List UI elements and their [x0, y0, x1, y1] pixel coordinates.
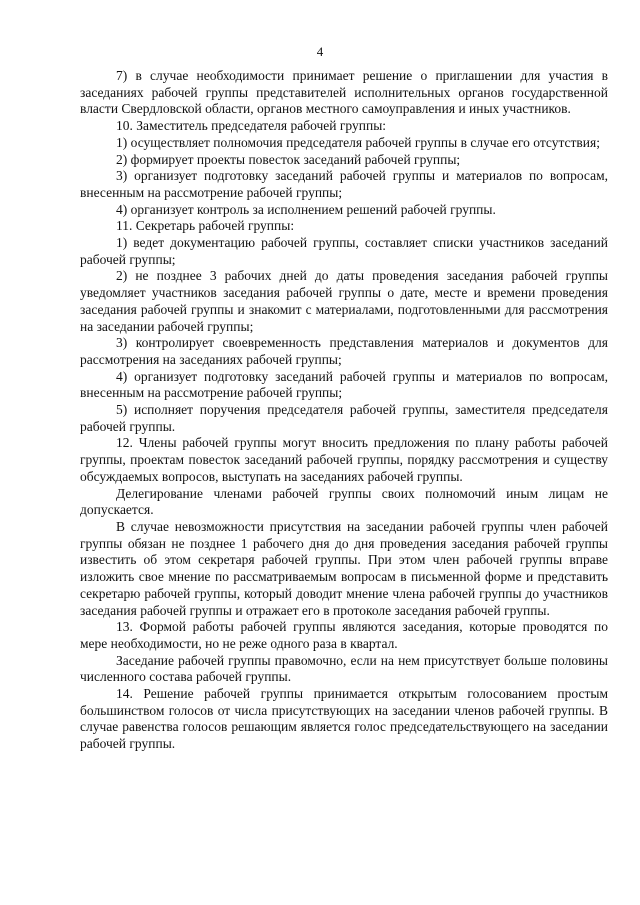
paragraph-10-item-3: 3) организует подготовку заседаний рабочей группы и материалов по вопросам, внесенным на рассмотрение рабочей группы; [80, 168, 608, 200]
paragraph-10-item-1: 1) осуществляет полномочия председателя рабочей группы в случае его отсутствия; [116, 134, 600, 150]
paragraph-11-item-5: 5) исполняет поручения председателя рабочей группы, заместителя председателя рабочей группы. [80, 402, 608, 434]
paragraph-13: 13. Формой работы рабочей группы являются заседания, которые проводятся по мере необходимости, но не реже одного раза в квартал. [80, 619, 608, 651]
document-body [80, 68, 608, 753]
paragraph-11-item-4: 4) организует подготовку заседаний рабочей группы и материалов по вопросам, внесенным на рассмотрение рабочей группы; [80, 368, 608, 401]
paragraph-delegation: Делегирование членами рабочей группы своих полномочий иным лицам не допускается. [80, 485, 608, 518]
paragraph-12: 12. Члены рабочей группы могут вносить предложения по плану работы рабочей группы, проектам повесток заседаний рабочей группы, порядку рассмотрения и существу обсуждаемых вопросов, выступать на заседаниях рабочей группы. [80, 435, 608, 484]
paragraph-absence: В случае невозможности присутствия на заседании рабочей группы член рабочей группы обязан не позднее 1 рабочего дня до дня проведения заседания рабочей группы известить об этом секретаря рабочей группы. При этом член рабочей группы вправе изложить свое мнение по рассматриваемым вопросам в письменной форме и представить секретарю рабочей группы, который доводит мнение члена рабочей группы до участников заседания рабочей группы и отражает его в протоколе заседания рабочей группы. [80, 518, 608, 618]
paragraph-7-invitation: 7) в случае необходимости принимает решение о приглашении для участия в заседаниях рабочей группы представителей исполнительных органов государственной власти Свердловской области, органов местного самоуправления и иных участников. [80, 68, 608, 117]
paragraph-11-item-1: 1) ведет документацию рабочей группы, составляет списки участников заседаний рабочей группы; [80, 235, 608, 267]
paragraph-14: 14. Решение рабочей группы принимается открытым голосованием простым большинством голосов от числа присутствующих на заседании членов рабочей группы. В случае равенства голосов решающим является голос председательствующего на заседании рабочей группы. [80, 686, 608, 752]
paragraph-11-heading: 11. Секретарь рабочей группы: [116, 218, 295, 234]
paragraph-10-item-4: 4) организует контроль за исполнением решений рабочей группы. [116, 201, 496, 217]
paragraph-11-item-3: 3) контролирует своевременность представления материалов и документов для рассмотрения на заседаниях рабочей группы; [80, 335, 608, 367]
paragraph-10-heading: 10. Заместитель председателя рабочей группы: [116, 118, 387, 134]
paragraph-quorum: Заседание рабочей группы правомочно, если на нем присутствует больше половины численного состава рабочей группы. [80, 652, 608, 685]
page-number: 4 [316, 44, 324, 59]
paragraph-10-item-2: 2) формирует проекты повесток заседаний рабочей группы; [116, 151, 461, 167]
paragraph-11-item-2: 2) не позднее 3 рабочих дней до даты проведения заседания рабочей группы уведомляет участников заседания рабочей группы о дате, месте и времени проведения заседания рабочей группы и знакомит с материалами, подготовленными для рассмотрения на заседании рабочей группы; [80, 268, 608, 334]
